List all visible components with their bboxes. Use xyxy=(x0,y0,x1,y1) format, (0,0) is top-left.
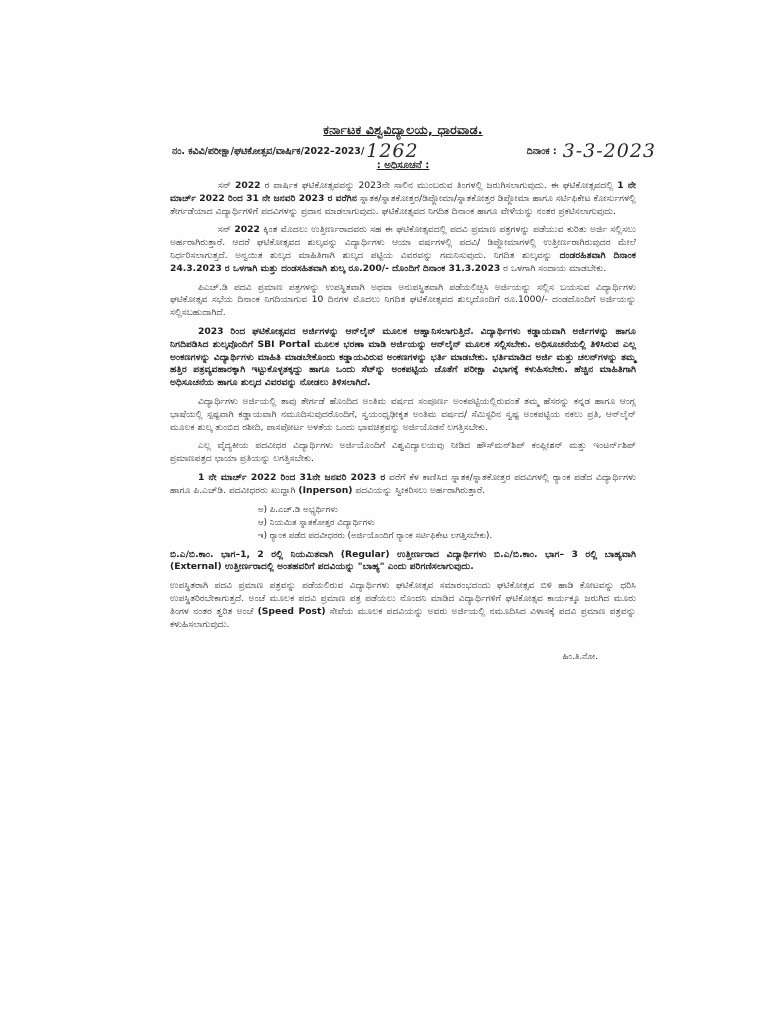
paragraph-attire-and-post xyxy=(170,580,636,631)
paragraph-inperson-eligibility xyxy=(170,472,636,498)
bold-text-run: 2022 xyxy=(234,180,261,191)
paragraph-convocation-schedule xyxy=(170,180,636,218)
list-item: ಆ) ನಿಯಮಿತ ಸ್ನಾತಕೋತ್ತರ ವಿದ್ಯಾರ್ಥಿಗಳು xyxy=(258,517,375,528)
text-run: ಸನ್ xyxy=(218,224,235,236)
notification-heading: : ಅಧಿಸೂಚನೆ : xyxy=(376,160,430,171)
bold-text-run: 1 ನೇ ಮಾರ್ಚ್ 2022 ರಿಂದ 31 ನೇ ಜನವರಿ 2023 ರ ವರೆಗಿನ xyxy=(170,180,637,204)
text-run: ಉಪಸ್ಥಿತರಾಗಿ ಪದವಿ ಪ್ರಮಾಣ ಪತ್ರವನ್ನು ಪಡೆಯಲಿರುವ ವಿದ್ಯಾರ್ಥಿಗಳು ಘಟಿಕೋತ್ಸವ ಸಮಾರಂಭದಂದು ಘಟಿಕೋತ್ಸವ ಬಿಳಿ ಹಾಡಿ ಕೋಟವನ್ನು ಧರಿಸಿ ಉಪಸ್ಥಿತರಿರಬೇಕಾಗುತ್ತದೆ. ಅಂಚೆ ಮೂಲಕ ಪದವಿ ಪ್ರಮಾಣ ಪತ್ರ ಪಡೆಯಲು ನೊಂದನಿ ಮಾಡಿದ ವಿದ್ಯಾರ್ಥಿಗಳಿಗೆ ಘಟಿಕೋತ್ಸವ ಕಾರ್ಯಕ್ಕೂ ಜರುಗಿದ ಮೂರು ತಿಂಗಳ ನಂತರ ತ್ವರಿತ ಅಂಚೆ xyxy=(170,580,636,617)
paragraph-phd-certificates xyxy=(170,282,636,320)
text-run: ಸ್ನಾತಕ/ಸ್ನಾತಕೋತ್ತರ/ಡಿಪ್ಲೋಮಾ/ಸ್ನಾತಕೋತ್ತರ ಡಿಪ್ಲೋಮಾ ಹಾಗೂ ಸರ್ಟಿಫಿಕೇಟ ಕೋರ್ಸುಗಳಲ್ಲಿ ತೇರ್ಗಡೆಯಾದ ವಿದ್ಯಾರ್ಥಿಗಳಿಗೆ ಪದವಿಗಳನ್ನು ಪ್ರದಾನ ಮಾಡಲಾಗುವುದು. ಘಟಿಕೋತ್ಸವದ ನಿಗದಿತ ದಿನಾಂಕ ಹಾಗೂ ವೇಳೆಯನ್ನು ನಂತರ ಪ್ರಕಟಿಸಲಾಗುವುದು. xyxy=(170,192,637,217)
bold-text-run: 2022 xyxy=(234,224,260,236)
paragraph-online-application xyxy=(170,326,636,390)
text-run: ರ ವಾರ್ಷಿಕ ಘಟಿಕೋತ್ಸವವನ್ನು 2023ನೇ ಸಾಲಿನ ಮುಂಬರುವ ತಿಂಗಳಲ್ಲಿ ಜರುಗಿಸಲಾಗುವುದು. ಈ ಘಟಿಕೋತ್ಸವದಲ್ಲಿ xyxy=(260,180,618,191)
text-run: ವರೆಗೆ ಕೆಳ ಕಾಣಿಸಿದ ಸ್ನಾತಕ/ಸ್ನಾತಕೋತ್ತರ ಪದವಿಗಳಲ್ಲಿ ರ್‍ಯಾಂಕ ಪಡೆದ ವಿದ್ಯಾರ್ಥಿಗಳು ಹಾಗೂ ಪಿ.ಎಚ್‌ಡಿ. ಪದವೀಧರರು ಖುದ್ದಾಗಿ xyxy=(170,471,636,496)
text-run: ಸನ್ xyxy=(218,180,235,191)
date-label: ದಿನಾಂಕ : xyxy=(526,145,557,157)
text-run: ಕ್ಕಿಂತ ಮೊದಲು ಉತ್ತೀರ್ಣರಾದವರು ಸಹ ಈ ಘಟಿಕೋತ್ಸವದಲ್ಲಿ ಪದವಿ ಪ್ರಮಾಣ ಪತ್ರಗಳನ್ನು ಪಡೆಯುವ ಕುರಿತು ಅರ್ಜಿ ಸಲ್ಲಿಸಲು ಅರ್ಹರಾಗಿರುತ್ತಾರೆ. ಆದರೆ ಘಟಿಕೋತ್ಸವದ ಶುಲ್ಕವನ್ನು ವಿದ್ಯಾರ್ಥಿಗಳು ಆಯಾ ವರ್ಷಗಳಲ್ಲಿ ಪದವಿ/ ಡಿಪ್ಲೋಮಾಗಳಲ್ಲಿ ಉತ್ತೀರ್ಣರಾಗಿರುವುದರ ಮೇಲೆ ನಿರ್ಧರಿಸಲಾಗುತ್ತದೆ. ಅನ್ವಯಿತ ಶುಲ್ಕದ ಮಾಹಿತಿಗಾಗಿ ಶುಲ್ಕದ ಪಟ್ಟಿಯ ವಿವರವನ್ನು ಗಮನಿಸುವುದು. ನಿಗದಿತ ಶುಲ್ಕವನ್ನು xyxy=(170,224,636,261)
bold-text-run: 1 ನೇ ಮಾರ್ಚ್ 2022 ರಿಂದ 31ನೇ ಜನವರಿ 2023 ರ xyxy=(198,471,386,483)
reference-number-prefix: ನಂ. ಕವಿವಿ/ಪರೀಕ್ಷಾ/ಘಟಿಕೋತ್ಸವ/ವಾರ್ಷಿಕ/2022–2023/ xyxy=(172,145,365,157)
paragraph-fee-details xyxy=(170,224,636,275)
text-run: ಸೇವೆಯ ಮೂಲಕ ಪದವಿಯನ್ನು ಅವರು ಅರ್ಜಿಯಲ್ಲಿ ನಮೂದಿಸಿದ ವಿಳಾಸಕ್ಕೆ ಪದವಿ ಪ್ರಮಾಣ ಪತ್ರವನ್ನು ಕಳುಹಿಸಲಾಗುವುದು. xyxy=(170,605,636,630)
university-title: ಕರ್ನಾಟಕ ವಿಶ್ವವಿದ್ಯಾಲಯ, ಧಾರವಾಡ. xyxy=(323,122,483,137)
bold-text-run: (Inperson) xyxy=(298,484,353,496)
paragraph-application-documents xyxy=(170,396,636,434)
list-item: ಇ) ರ್‍ಯಾಂಕ ಪಡೆದ ಪದವೀಧರರು (ಅರ್ಜಿಯೊಂದಿಗೆ ರ್‍ಯಾಂಕ ಸರ್ಟಿಫಿಕೇಟ ಲಗತ್ತಿಸಬೇಕು). xyxy=(258,530,493,541)
bold-text-run: 2023 ರಿಂದ ಘಟಿಕೋತ್ಸವದ ಅರ್ಜಿಗಳನ್ನು ಆನ್‌ಲೈನ್ ಮೂಲಕ ಆಹ್ವಾನಿಸಲಾಗುತ್ತಿದೆ. ವಿದ್ಯಾರ್ಥಿಗಳು ಕಡ್ಡಾಯವಾಗಿ ಅರ್ಜಿಗಳನ್ನು ಹಾಗೂ ನಿಗದಿಪಡಿಸಿದ ಶುಲ್ಕವೊಂದಿಗೆ SBI Portal ಮೂಲಕ ಭರಣಾ ಮಾಡಿ ಅರ್ಜಿಯನ್ನು ಆನ್‌ಲೈನ್ ಮೂಲಕ ಸಲ್ಲಿಸಬೇಕು. ಅಧಿಸೂಚನೆಯಲ್ಲಿ ತಿಳಿಸಿರುವ ಎಲ್ಲ ಅಂಕಣಗಳನ್ನು ವಿದ್ಯಾರ್ಥಿಗಳು ಮಾಹಿತಿ ಮಾಡಬೇಕೊಂದು ಕಡ್ಡಾಯವಿರುವ ಅಂಕಣಗಳನ್ನು ಭರ್ತಿ ಮಾಡಬೇಕು. ಭರ್ತಿಮಾಡಿದ ಅರ್ಜಿ ಮತ್ತು ಚಲನ್‌ಗಳನ್ನು ತಮ್ಮ ಹತ್ತಿರ ಪತ್ರವ್ಯವಹಾರಕ್ಕಾಗಿ ಇಟ್ಟುಕೊಳ್ಳತಕ್ಕದ್ದು ಹಾಗೂ ಒಂದು ಸೆಟ್‌ನ್ನು ಅಂಕಪಟ್ಟಿಯ ಜೊತೆಗೆ ಪರೀಕ್ಷಾ ವಿಭಾಗಕ್ಕೆ ಕಳುಹಿಸಬೇಕು. ಹೆಚ್ಚಿನ ಮಾಹಿತಿಗಾಗಿ ಅಧಿಸೂಚನೆಯ ಹಾಗೂ ಶುಲ್ಕದ ವಿವರವನ್ನು ನೋಡಲು ತಿಳಿಸಲಾಗಿದೆ. xyxy=(170,325,636,389)
eligible-candidates-list xyxy=(258,504,636,543)
paragraph-external-students xyxy=(170,549,636,575)
text-run: ಎಲ್ಲ ವೈದ್ಯಕೀಯ ಪದವೀಧರ ವಿದ್ಯಾರ್ಥಿಗಳು ಅರ್ಜಿಯೊಂದಿಗೆ ವಿಶ್ವವಿದ್ಯಾಲಯವು ನೀಡಿದ ಹೌಸ್‌ಮನ್‌ಶಿಪ್ ಕಂಪ್ಲೀಶನ್ ಮತ್ತು ಇಂಟರ್ನ್‌ಶಿಪ್ ಪ್ರಮಾಣಪತ್ರದ ಛಾಯಾ ಪ್ರತಿಯನ್ನು ಲಗತ್ತಿಸಬೇಕು. xyxy=(170,440,636,465)
text-run: ವಿದ್ಯಾರ್ಥಿಗಳು ಅರ್ಜಿಯಲ್ಲಿ ತಾವು ತೇರ್ಗಡೆ ಹೊಂದಿದ ಅಂತಿಮ ವರ್ಷದ ಸಂಪೂರ್ಣ ಅಂಕಪಟ್ಟಿಯಲ್ಲಿರುವಂತೆ ತಮ್ಮ ಹೆಸರನ್ನು ಕನ್ನಡ ಹಾಗೂ ಆಂಗ್ಲ ಭಾಷೆಯಲ್ಲಿ ಸ್ಪಷ್ಟವಾಗಿ ಕಡ್ಡಾಯವಾಗಿ ನಮೂದಿಸುವುದರೊಂದಿಗೆ, ಸ್ವಯಂಧೃಢೀಕೃತ ಅಂತಿಮ ವರ್ಷದ/ ಸೆಮಿಸ್ಟರಿನ ಸ್ವಷ್ಟ ಅಂಕಪಟ್ಟಿಯ ನಕಲು ಪ್ರತಿ, ಆನ್‌ಲೈನ್ ಮೂಲಕ ಶುಲ್ಕ ತುಂಬಿದ ರಶೀದಿ, ಪಾಸಪೋರ್ಟ ಅಳತೆಯ ಒಂದು ಭಾವಚಿತ್ರವನ್ನು ಅರ್ಜಿಯೊಡನೆ ಲಗತ್ತಿಸಬೇಕು. xyxy=(170,395,636,433)
please-turn-over-note: ಹಿಂ.ತಿ.ನೋ. xyxy=(562,652,598,663)
bold-text-run: (Speed Post) xyxy=(257,605,326,617)
text-run: ಪಿಎಚ್.ಡಿ ಪದವಿ ಪ್ರಮಾಣ ಪತ್ರಗಳನ್ನು ಉಪಸ್ಥಿತವಾಗಿ ಅಥವಾ ಅನುಪಸ್ಥಿತವಾಗಿ ಪಡೆಯಲಿಚ್ಛಿಸಿ ಅರ್ಜಿಯನ್ನು ಸಲ್ಲಿಸ ಬಯಸುವ ವಿದ್ಯಾರ್ಥಿಗಳು ಘಟಿಕೋತ್ಸವ ಸಭೆಯ ದಿನಾಂಕ ನಿಗದಿಯಾಗುವ 10 ದಿನಗಳ ಮೊದಲು ನಿಗದಿತ ಘಟಿಕೋತ್ಸವದ ಶುಲ್ಕದೊಂದಿಗೆ ರೂ.1000/- ದಂಡದೊಂದಿಗೆ ಅರ್ಜಿಯನ್ನು ಸಲ್ಲಿಸಬಹುದಾಗಿದೆ. xyxy=(170,281,636,319)
text-run: ರ ಒಳಗಾಗಿ ಸಂದಾಯ ಮಾಡಬೇಕು. xyxy=(500,262,607,274)
bold-text-run: ದಂಡರಹಿತವಾಗಿ ದಿನಾಂಕ 24.3.2023 ರ ಒಳಗಾಗಿ ಮತ್ತು ದಂಡಸಹಿತವಾಗಿ ಶುಲ್ಕ ರೂ.200/- ದೊಂದಿಗೆ ದಿನಾಂಕ 31.3.2023 xyxy=(170,249,636,274)
handwritten-reference-number: 1262 xyxy=(366,140,419,162)
list-item: ಅ) ಪಿ.ಎಚ್.ಡಿ ಅಭ್ಯರ್ಥಿಗಳು xyxy=(258,504,338,515)
notification-body xyxy=(170,180,636,664)
bold-text-run: ಬಿ.ಎ/ಬಿ.ಕಾಂ. ಭಾಗ–1, 2 ರಲ್ಲಿ ನಿಯಮಿತವಾಗಿ (Regular) ಉತ್ತೀರ್ಣರಾದ ವಿದ್ಯಾರ್ಥಿಗಳು ಬಿ.ಎ/ಬಿ.ಕಾಂ. ಭಾಗ– 3 ರಲ್ಲಿ ಬಾಹ್ಯವಾಗಿ (External) ಉತ್ತೀರ್ಣರಾದಲ್ಲಿ ಅಂತಹವರಿಗೆ ಪದವಿಯನ್ನು "ಬಾಹ್ಯ" ಎಂದು ಪರಿಗಣಿಸಲಾಗುವುದು. xyxy=(170,548,636,573)
handwritten-date: 3-3-2023 xyxy=(562,140,656,162)
paragraph-medical-graduates xyxy=(170,440,636,466)
text-run: ಪದವಿಯನ್ನು ಸ್ವೀಕರಿಸಲು ಅರ್ಹರಾಗಿರುತ್ತಾರೆ. xyxy=(352,484,486,496)
notification-sheet xyxy=(108,84,664,836)
